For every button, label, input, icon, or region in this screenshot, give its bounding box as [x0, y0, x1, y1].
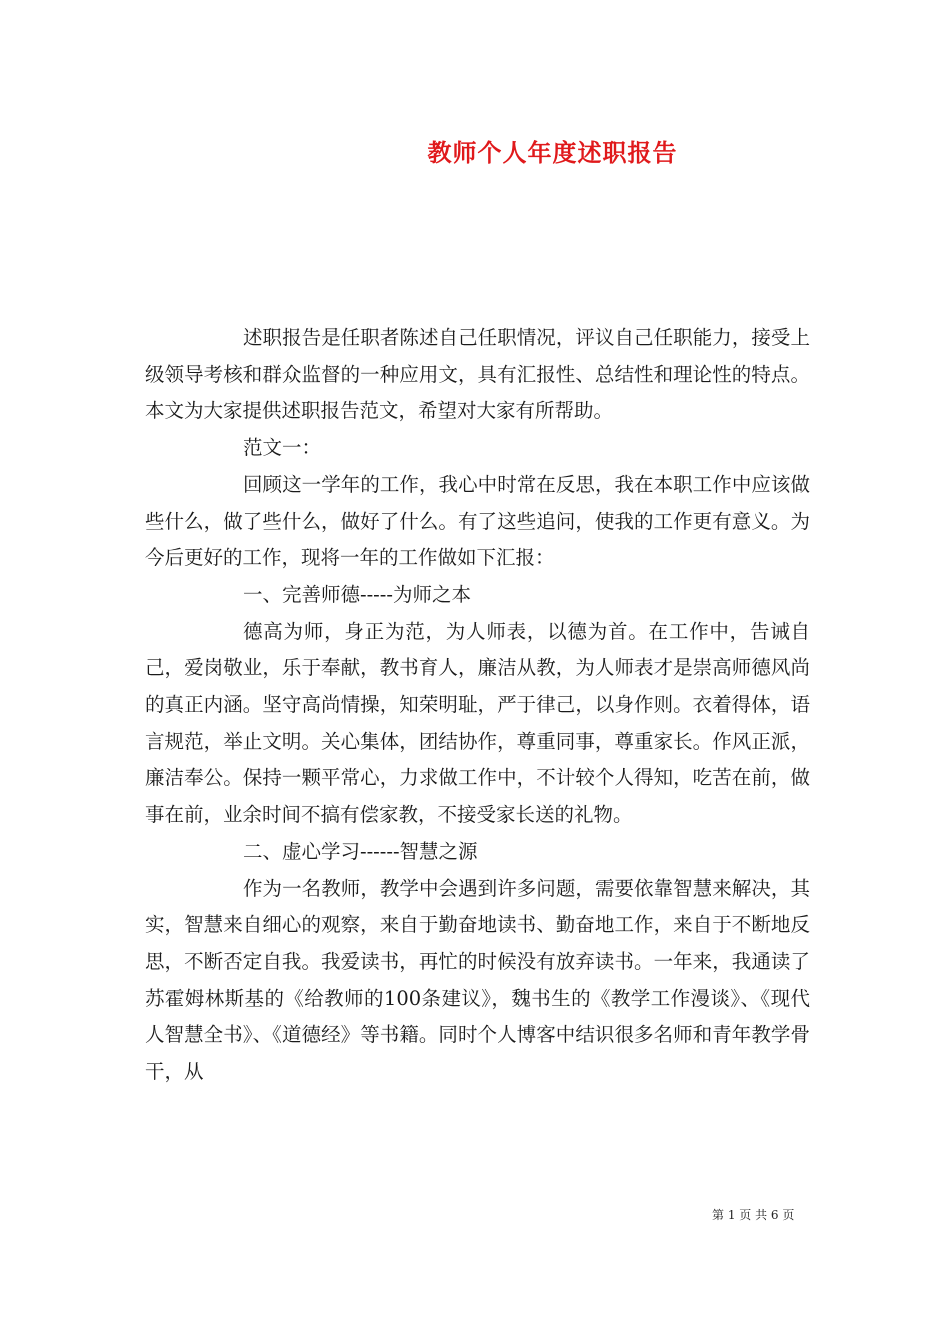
page-number-footer: 第 1 页 共 6 页 — [712, 1208, 795, 1222]
ethics-paragraph: 德高为师，身正为范，为人师表，以德为首。在工作中，告诫自己，爱岗敬业，乐于奉献，教书育人，廉洁从教，为人师表才是崇高师德风尚的真正内涵。坚守高尚情操，知荣明耻，严于律己，以身作则。衣着得体，语言规范，举止文明。关心集体，团结协作，尊重同事，尊重家长。作风正派，廉洁奉公。保持一颗平常心，力求做工作中，不计较个人得知，吃苦在前，做事在前，业余时间不搞有偿家教，不接受家长送的礼物。 — [145, 619, 810, 827]
section-heading-2: 二、虚心学习------智慧之源 — [243, 839, 478, 863]
sample-label: 范文一： — [243, 436, 322, 460]
document-body — [145, 320, 810, 1091]
intro-paragraph: 述职报告是任职者陈述自己任职情况，评议自己任职能力，接受上级领导考核和群众监督的一种应用文，具有汇报性、总结性和理论性的特点。本文为大家提供述职报告范文，希望对大家有所帮助。 — [145, 326, 810, 423]
document-title: 教师个人年度述职报告 — [427, 138, 678, 167]
section-heading-1: 一、完善师德-----为师之本 — [243, 582, 471, 606]
review-paragraph: 回顾这一学年的工作，我心中时常在反思，我在本职工作中应该做些什么，做了些什么，做好了什么。有了这些追问，使我的工作更有意义。为今后更好的工作，现将一年的工作做如下汇报： — [145, 472, 810, 570]
learning-paragraph: 作为一名教师，教学中会遇到许多问题，需要依靠智慧来解决，其实，智慧来自细心的观察，来自于勤奋地读书、勤奋地工作，来自于不断地反思，不断否定自我。我爱读书，再忙的时候没有放弃读书。一年来，我通读了苏霍姆林斯基的《给教师的100条建议》，魏书生的《教学工作漫谈》、《现代人智慧全书》、《道德经》等书籍。同时个人博客中结识很多名师和青年教学骨干，从 — [145, 876, 810, 1084]
